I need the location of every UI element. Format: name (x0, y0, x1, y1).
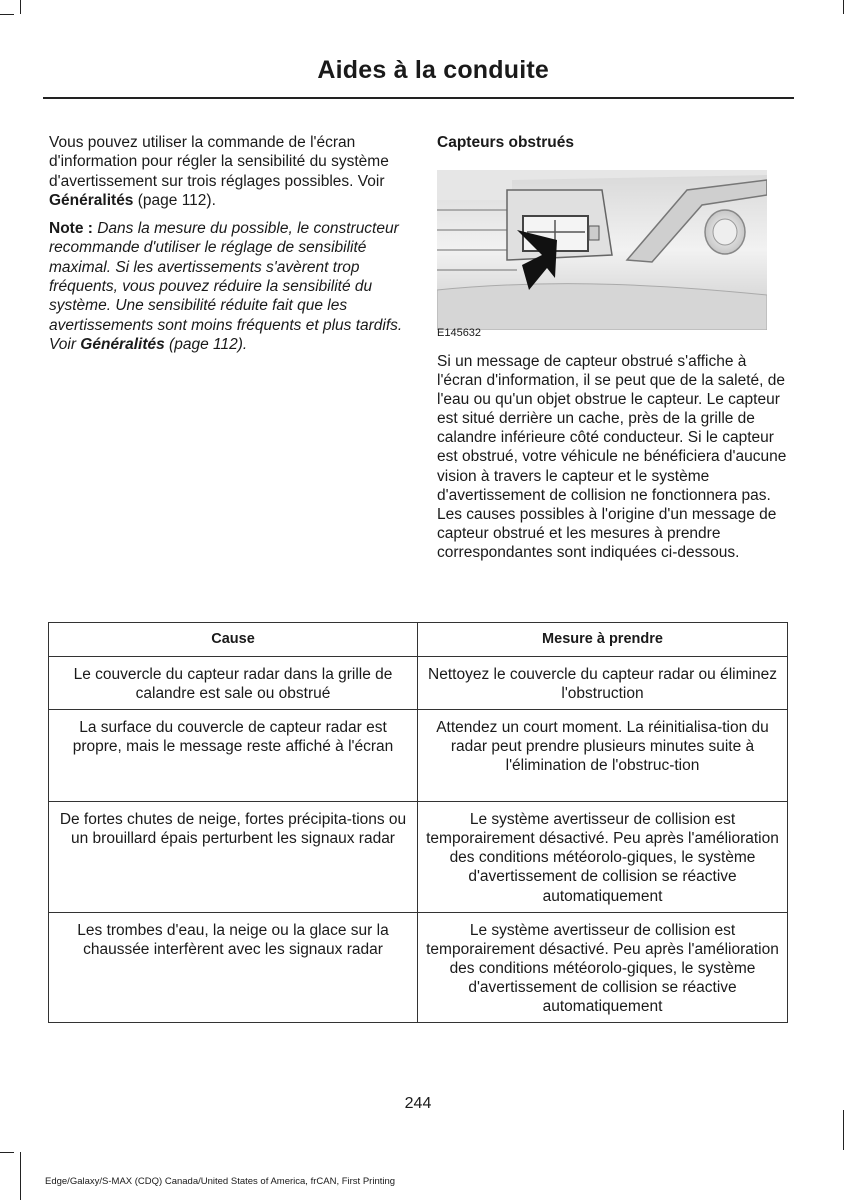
table-row (49, 710, 788, 802)
crop-mark (20, 0, 21, 14)
table-row (49, 657, 788, 710)
header-cause: Cause (49, 623, 418, 657)
printing-footer: Edge/Galaxy/S-MAX (CDQ) Canada/United States of America, frCAN, First Printing (45, 1176, 396, 1187)
sensor-figure (437, 170, 767, 330)
link-generalites-note[interactable]: Généralités (80, 335, 165, 353)
cell-cause: Les trombes d'eau, la neige ou la glace sur la chaussée interfèrent avec les signaux radar (49, 912, 418, 1022)
crop-mark (0, 1152, 14, 1153)
figure-id: E145632 (437, 327, 482, 339)
cell-mesure: Le système avertisseur de collision est temporairement désactivé. Peu après l'amélioration des conditions météorolo-giques, le système d'avertissement de collision se réactive automatiquement (418, 912, 788, 1022)
right-column-heading (437, 133, 791, 152)
crop-mark (843, 1110, 844, 1150)
cell-mesure: Attendez un court moment. La réinitialisa-tion du radar peut prendre plusieurs minutes suite à l'élimination de l'obstruc-tion (418, 710, 788, 802)
causes-table (48, 622, 788, 1023)
table-row (49, 802, 788, 912)
cell-mesure: Nettoyez le couvercle du capteur radar ou éliminez l'obstruction (418, 657, 788, 710)
crop-mark (20, 1152, 21, 1200)
cell-mesure: Le système avertisseur de collision est temporairement désactivé. Peu après l'amélioration des conditions météorolo-giques, le système d'avertissement de collision se réactive automatiquement (418, 802, 788, 912)
section-heading: Capteurs obstrués (437, 134, 574, 151)
table-header-row (49, 623, 788, 657)
crop-mark (843, 0, 844, 14)
note-paragraph: Note : Dans la mesure du possible, le constructeur recommande d'utiliser le réglage de sensibilité maximal. Si les avertissements s'avèrent trop fréquents, vous pouvez réduire la sensibilité du système. Une sensibilité réduite fait que les avertissements sont moins fréquents et plus tardifs. Voir Généralités (page 112). (49, 220, 403, 353)
page-number: 244 (404, 1095, 432, 1112)
table-row (49, 912, 788, 1022)
cell-cause: Le couvercle du capteur radar dans la grille de calandre est sale ou obstrué (49, 657, 418, 710)
link-generalites[interactable]: Généralités (49, 191, 134, 209)
header-rule (43, 97, 794, 99)
intro-paragraph: Vous pouvez utiliser la commande de l'écran d'information pour régler la sensibilité du système d'avertissement sur trois réglages possibles. Voir Généralités (page 112). (49, 134, 389, 209)
cell-cause: La surface du couvercle de capteur radar est propre, mais le message reste affiché à l'écran (49, 710, 418, 802)
page-title: Aides à la conduite (317, 56, 549, 84)
header-mesure: Mesure à prendre (418, 623, 788, 657)
sensor-body-text: Si un message de capteur obstrué s'affiche à l'écran d'information, il se peut que de la saleté, de l'eau ou qu'un objet obstrue le capteur. Le capteur est situé derrière un cache, près de la grille de calandre inférieure côté conducteur. Si le capteur est obstrué, votre véhicule ne bénéficiera d'aucune vision à travers le capteur et le système d'avertissement de collision ne fonctionnera pas. Les causes possibles à l'origine d'un message de capteur obstrué et les mesures à prendre correspondantes sont indiquées ci-dessous. (437, 353, 787, 561)
cell-cause: De fortes chutes de neige, fortes précipita-tions ou un brouillard épais perturbent les signaux radar (49, 802, 418, 912)
crop-mark (0, 14, 14, 15)
left-column (49, 133, 404, 363)
sensor-illustration (437, 170, 767, 330)
note-label: Note : (49, 220, 93, 238)
